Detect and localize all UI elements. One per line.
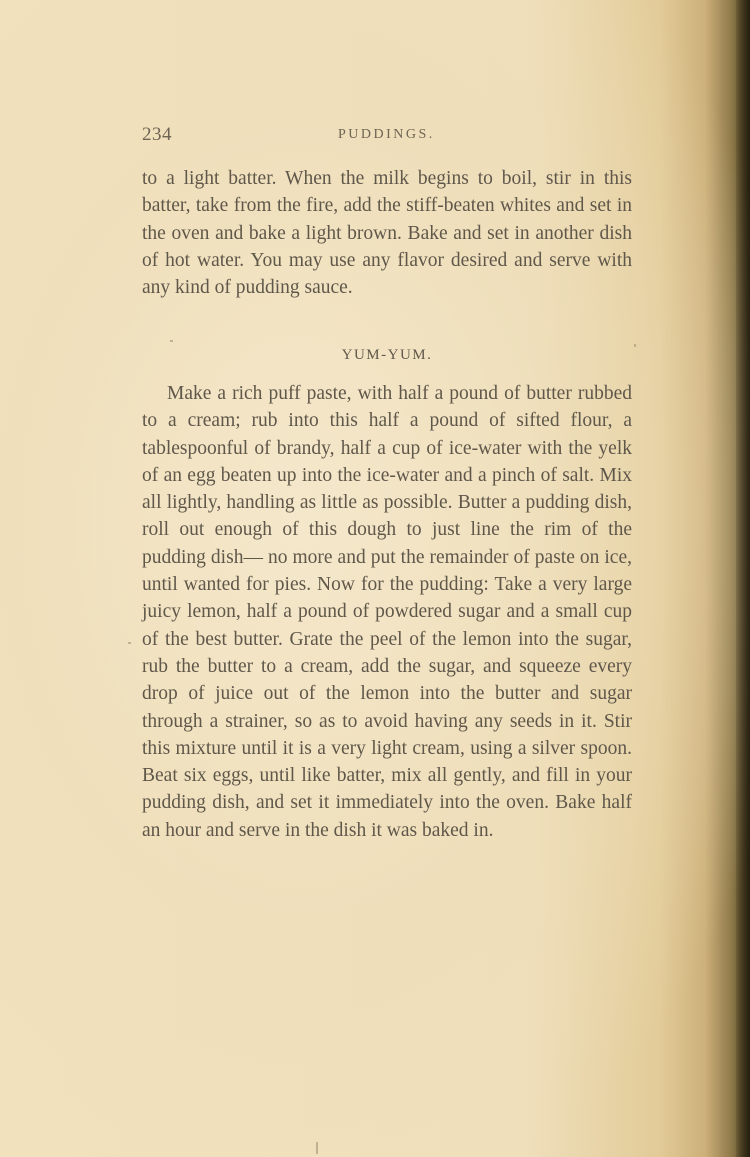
- paper-speck: [316, 1142, 318, 1154]
- paper-speck: [634, 344, 636, 347]
- continued-paragraph: to a light batter. When the milk begins to boil, stir in this batter, take from the fire, add the stiff-beaten whites and set in the oven and bake a light brown. Bake and set in another dish of hot water. You may use any flavor desired and serve with any kind of pudding sauce.: [142, 168, 632, 299]
- page-header: [142, 124, 632, 146]
- paper-speck: [128, 642, 131, 644]
- paper-speck: [170, 340, 173, 342]
- recipe-title: YUM-YUM.: [341, 347, 433, 363]
- page-number: 234: [142, 124, 172, 145]
- running-title: PUDDINGS.: [338, 127, 435, 142]
- recipe-paragraph: Make a rich puff paste, with half a pound of butter rubbed to a cream; rub into this half a pound of sifted flour, a tablespoonful of brandy, half a cup of ice-water with the yelk of an egg beaten up into the ice-water and a pinch of salt. Mix all lightly, handling as little as possible. Butter a pudding dish, roll out enough of this dough to just line the rim of the pudding dish— no more and put the remainder of paste on ice, until wanted for pies. Now for the pudding: Take a very large juicy lemon, half a pound of powdered sugar and a small cup of the best butter. Grate the peel of the lemon into the sugar, rub the butter to a cream, add the sugar, and squeeze every drop of juice out of the lemon into the butter and sugar through a strainer, so as to avoid having any seeds in it. Stir this mixture until it is a very light cream, using a silver spoon. Beat six eggs, until like batter, mix all gently, and fill in your pudding dish, and set it immediately into the oven. Bake half an hour and serve in the dish it was baked in.: [142, 383, 632, 841]
